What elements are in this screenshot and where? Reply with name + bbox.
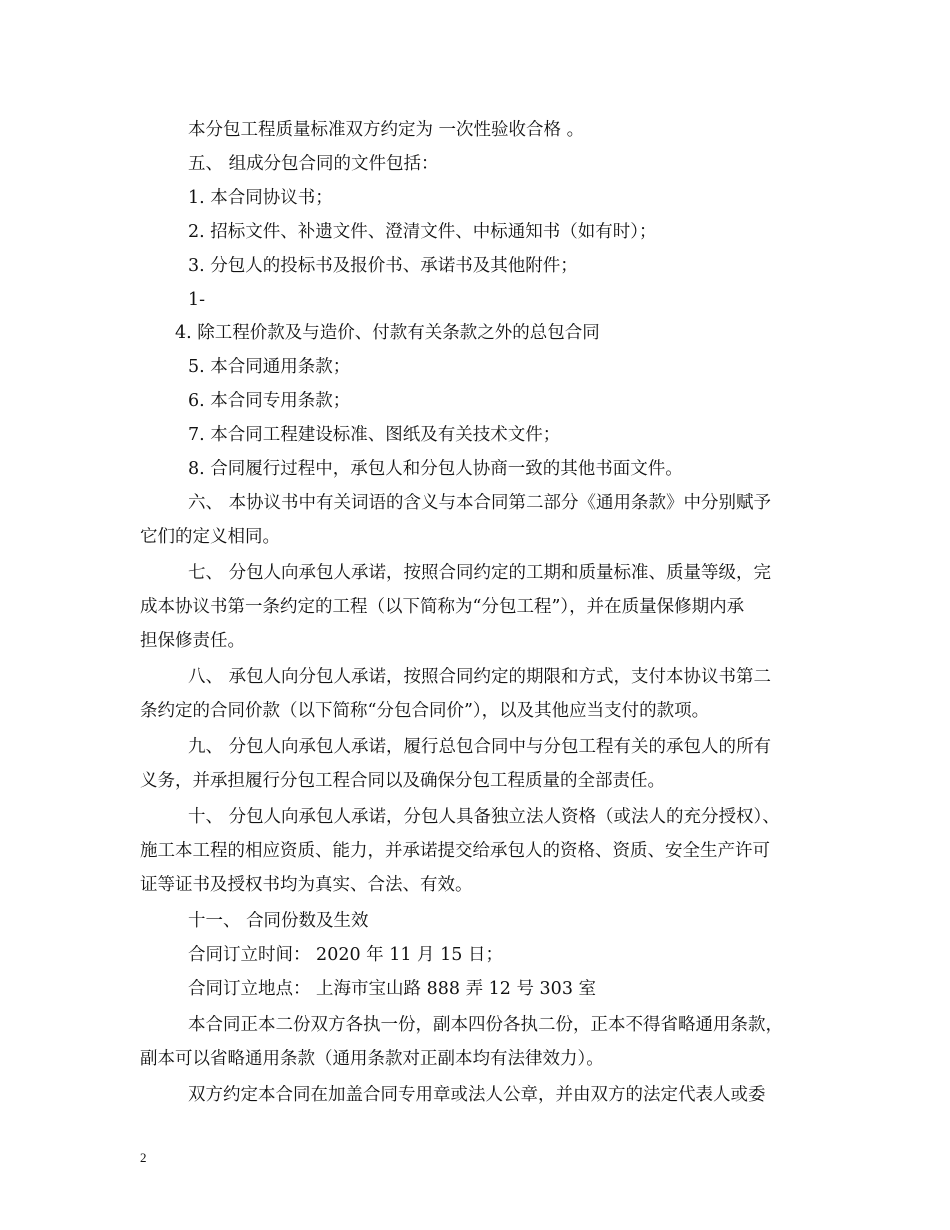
text-line: 义务，并承担履行分包工程合同以及确保分包工程质量的全部责任。 bbox=[140, 771, 665, 791]
list-item: 6. 本合同专用条款； bbox=[188, 391, 351, 411]
text-line: 成本协议书第一条约定的工程（以下简称为“分包工程”），并在质量保修期内承 bbox=[140, 597, 745, 617]
signing-date: 合同订立时间： 2020 年 11 月 15 日； bbox=[188, 945, 503, 965]
text-line: 条约定的合同价款（以下简称“分包合同价”），以及其他应当支付的款项。 bbox=[140, 701, 710, 721]
list-item: 8. 合同履行过程中，承包人和分包人协商一致的其他书面文件。 bbox=[188, 459, 683, 479]
page-break-marker: 1- bbox=[188, 290, 206, 310]
text-line: 副本可以省略通用条款（通用条款对正副本均有法律效力）。 bbox=[140, 1049, 604, 1069]
section-heading: 十一、 合同份数及生效 bbox=[188, 911, 369, 931]
text-line: 本分包工程质量标准双方约定为 一次性验收合格 。 bbox=[188, 120, 585, 140]
section-paragraph: 十、 分包人向承包人承诺，分包人具备独立法人资格（或法人的充分授权）、 bbox=[188, 807, 780, 827]
section-paragraph: 九、 分包人向承包人承诺，履行总包合同中与分包工程有关的承包人的所有 bbox=[188, 737, 772, 757]
text-line: 它们的定义相同。 bbox=[140, 527, 280, 547]
text-line: 本合同正本二份双方各执一份，副本四份各执二份，正本不得省略通用条款， bbox=[188, 1015, 783, 1035]
page-number: 2 bbox=[140, 1150, 147, 1165]
text-line: 双方约定本合同在加盖合同专用章或法人公章，并由双方的法定代表人或委 bbox=[188, 1085, 766, 1105]
list-item: 7. 本合同工程建设标准、图纸及有关技术文件； bbox=[188, 425, 561, 445]
section-paragraph: 八、 承包人向分包人承诺，按照合同约定的期限和方式，支付本协议书第二 bbox=[188, 667, 772, 687]
list-item: 5. 本合同通用条款； bbox=[188, 357, 351, 377]
text-line: 担保修责任。 bbox=[140, 631, 245, 651]
text-line: 施工本工程的相应资质、能力，并承诺提交给承包人的资格、资质、安全生产许可 bbox=[140, 841, 770, 861]
section-paragraph: 六、 本协议书中有关词语的含义与本合同第二部分《通用条款》中分别赋予 bbox=[188, 493, 772, 513]
list-item: 4. 除工程价款及与造价、付款有关条款之外的总包合同 bbox=[175, 323, 600, 343]
list-item: 2. 招标文件、补遗文件、澄清文件、中标通知书（如有时）； bbox=[188, 222, 657, 242]
section-paragraph: 七、 分包人向承包人承诺，按照合同约定的工期和质量标准、质量等级，完 bbox=[188, 563, 772, 583]
section-heading: 五、 组成分包合同的文件包括： bbox=[188, 154, 439, 174]
text-line: 证等证书及授权书均为真实、合法、有效。 bbox=[140, 875, 473, 895]
list-item: 3. 分包人的投标书及报价书、承诺书及其他附件； bbox=[188, 256, 578, 276]
signing-location: 合同订立地点： 上海市宝山路 888 弄 12 号 303 室 bbox=[188, 979, 597, 999]
list-item: 1. 本合同协议书； bbox=[188, 188, 333, 208]
